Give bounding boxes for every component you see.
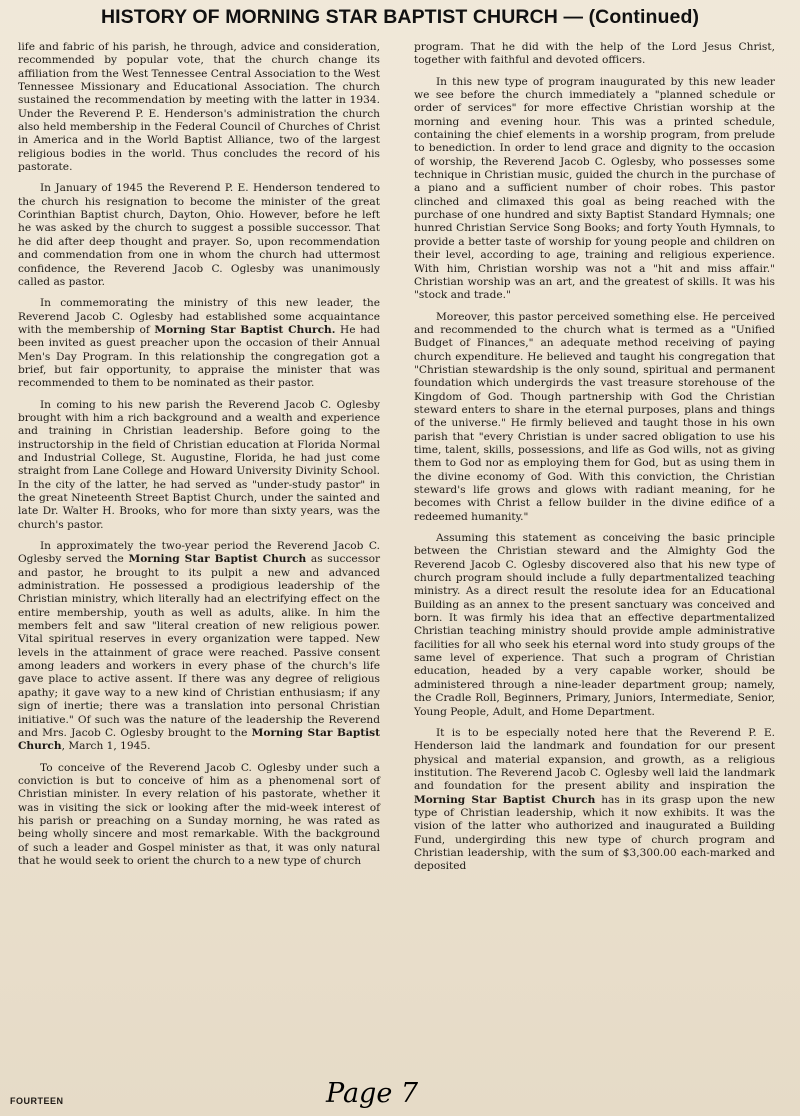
paragraph-text: In commemorating the ministry of this new leader, the Reverend Jacob C. Oglesby had established some acquaintance with the membership of (18, 297, 380, 336)
paragraph (414, 532, 775, 719)
paragraph-text: , March 1, 1945. (61, 740, 151, 753)
bold-church-name: Morning Star Baptist Church (18, 726, 381, 753)
paragraph (18, 540, 380, 754)
footer-page-label: FOURTEEN (10, 1096, 64, 1106)
right-column (414, 41, 775, 882)
paragraph-text: He had been invited as guest preacher upon the occasion of their Annual Men's Day Program. In this relationship the congregation got a brief, but fair opportunity, to appraise the minister that was recommended to them to be nominated as their pastor. (18, 323, 381, 390)
paragraph-text: Assuming this statement as conceiving the basic principle between the Christian steward and the Almighty God the Reverend Jacob C. Oglesby discovered also that his new type of church program should include a fully departmentalized teaching ministry. As a direct result the resolute idea for an Educational Building as an annex to the present sanctuary was conceived and born. It was firmly his idea that an effective departmentalized Christian teaching ministry should provide ample administrative facilities for all who seek his eternal word into study groups of the same level of experience. That such a program of Christian education, headed by a very capable worker, should be administered through a nine-leader department group; namely, the Cradle Roll, Beginners, Primary, Juniors, Intermediate, Senior, Young People, Adult, and Home Department. (414, 532, 775, 718)
paragraph-text: Moreover, this pastor perceived something else. He perceived and recommended to the church what is termed as a "Unified Budget of Finances," an adequate method receiving of paying church expenditure. He believed and taught his congregation that "Christian stewardship is the only sound, spiritual and permanent foundation which undergirds the vast treasure storehouse of the Kingdom of God. Though partnership with God the Christian steward enters to share in the eternal purposes, plans and things of the universe." He firmly believed and taught those in his own parish that "every Christian is under sacred obligation to use his time, talent, skills, possessions, and life as God wills, not as giving them to God nor as employing them for God, but as using them in the divine economy of God. With this conviction, the Christian steward's life grows and glows with radiant meaning, for he becomes with Christ a fellow builder in the divine edifice of a redeemed humanity." (414, 310, 775, 523)
page-header-title: HISTORY OF MORNING STAR BAPTIST CHURCH — (Continued) (100, 6, 700, 28)
paragraph (414, 76, 775, 303)
paragraph-text: program. That he did with the help of the Lord Jesus Christ, together with faithful and devoted officers. (414, 41, 775, 67)
bold-church-name: Morning Star Baptist Church (414, 793, 596, 806)
bold-church-name: Morning Star Baptist Church (128, 553, 307, 566)
paragraph (414, 727, 775, 874)
paragraph-text: has in its grasp upon the new type of Christian leadership, which it now exhibits. It was the vision of the latter who authorized and inaugurated a Building Fund, undergirding this new type of church program and Christian leadership, with the sum of $3,300.00 each-marked and deposited (414, 793, 775, 873)
paragraph-text: In January of 1945 the Reverend P. E. Henderson tendered to the church his resignation to become the minister of the great Corinthian Baptist church, Dayton, Ohio. However, before he left he was asked by the church to suggest a possible successor. That he did after deep thought and prayer. So, upon recommendation and commendation from one in whom the church had uttermost confidence, the Reverend Jacob C. Oglesby was unanimously called as pastor. (18, 182, 380, 288)
paragraph (18, 41, 380, 174)
paragraph-text: It is to be especially noted here that the Reverend P. E. Henderson laid the landmark and foundation for our present physical and material expansion, and growth, as a religious institution. The Reverend Jacob C. Oglesby well laid the landmark and foundation for the present ability and inspiration the (414, 726, 775, 793)
left-column (18, 41, 380, 876)
paragraph (414, 311, 775, 525)
paragraph-text: In coming to his new parish the Reverend Jacob C. Oglesby brought with him a rich background and a wealth and experience and training in Christian leadership. Before going to the instructorship in the field of Christian education at Florida Normal and Industrial College, St. Augustine, Florida, he had just come straight from Lane College and Howard University Divinity School. In the city of the latter, he had served as "under-study pastor" in the great Nineteenth Street Baptist Church, under the sainted and late Dr. Walter H. Brooks, who for more than sixty years, was the church's pastor. (18, 398, 380, 531)
paragraph-text: In approximately the two-year period the Reverend Jacob C. Oglesby served the (18, 540, 380, 566)
paragraph (414, 41, 775, 68)
paragraph (18, 182, 380, 289)
paragraph-text: To conceive of the Reverend Jacob C. Oglesby under such a conviction is but to conceive of him as a phenomenal sort of Christian minister. In every relation of his pastorate, whether it was in visiting the sick or looking after the mid-week interest of his parish or preaching on a Sunday morning, he was rated as being wholly sincere and most remarkable. With the background of such a leader and Gospel minister as that, it was only natural that he would seek to orient the church to a new type of church (18, 761, 380, 867)
paragraph (18, 399, 380, 532)
paragraph (18, 762, 380, 869)
bold-church-name: Morning Star Baptist Church. (154, 323, 336, 336)
paragraph-text: In this new type of program inaugurated by this new leader we see before the church immediately a "planned schedule or order of services" for more effective Christian worship at the morning and evening hour. This was a printed schedule, containing the chief elements in a worship program, from prelude to benediction. In order to lend grace and dignity to the occasion of worship, the Reverend Jacob C. Oglesby, who possesses some technique in Christian music, guided the church in the purchase of a piano and a sufficient number of choir robes. This pastor clinched and climaxed this goal as being reached with the purchase of one hundred and sixty Baptist Standard Hymnals; one hunred Christian Service Song Books; and forty Youth Hymnals, to provide a better taste of worship for young people and children on their level, according to age, training and religious experience. With him, Christian worship was not a "hit and miss affair." Christian worship was an art, and the greatest of skills. It was his "stock and trade." (414, 75, 775, 302)
paragraph-text: life and fabric of his parish, he through, advice and consideration, recommended by popular vote, that the church change its affiliation from the West Tennessee Central Association to the West Tennessee Missionary and Educational Association. The church sustained the recommendation by meeting with the latter in 1934. Under the Reverend P. E. Henderson's administration the church also held membership in the Federal Council of Churches of Christ in America and in the World Baptist Alliance, two of the largest religious bodies in the world. Thus concludes the record of his pastorate. (18, 41, 380, 174)
paragraph (18, 297, 380, 390)
handwritten-page-number: Page 7 (326, 1078, 419, 1109)
paragraph-text: as successor and pastor, he brought to its pulpit a new and advanced administration. He possessed a prodigious leadership of the Christian ministry, which literally had an electrifying effect on the entire membership, youth as well as adults, alike. In him the members felt and saw "literal creation of new religious power. Vital spiritual reserves in every organization were tapped. New levels in the attainment of grace were reached. Passive consent among leaders and workers in every phase of the church's life gave place to active assent. If there was any degree of religious apathy; it gave way to a new kind of Christian enthusiasm; if any sign of inertie; there was a translation into personal Christian initiative." Of such was the nature of the leadership the Reverend and Mrs. Jacob C. Oglesby brought to the (18, 553, 381, 739)
